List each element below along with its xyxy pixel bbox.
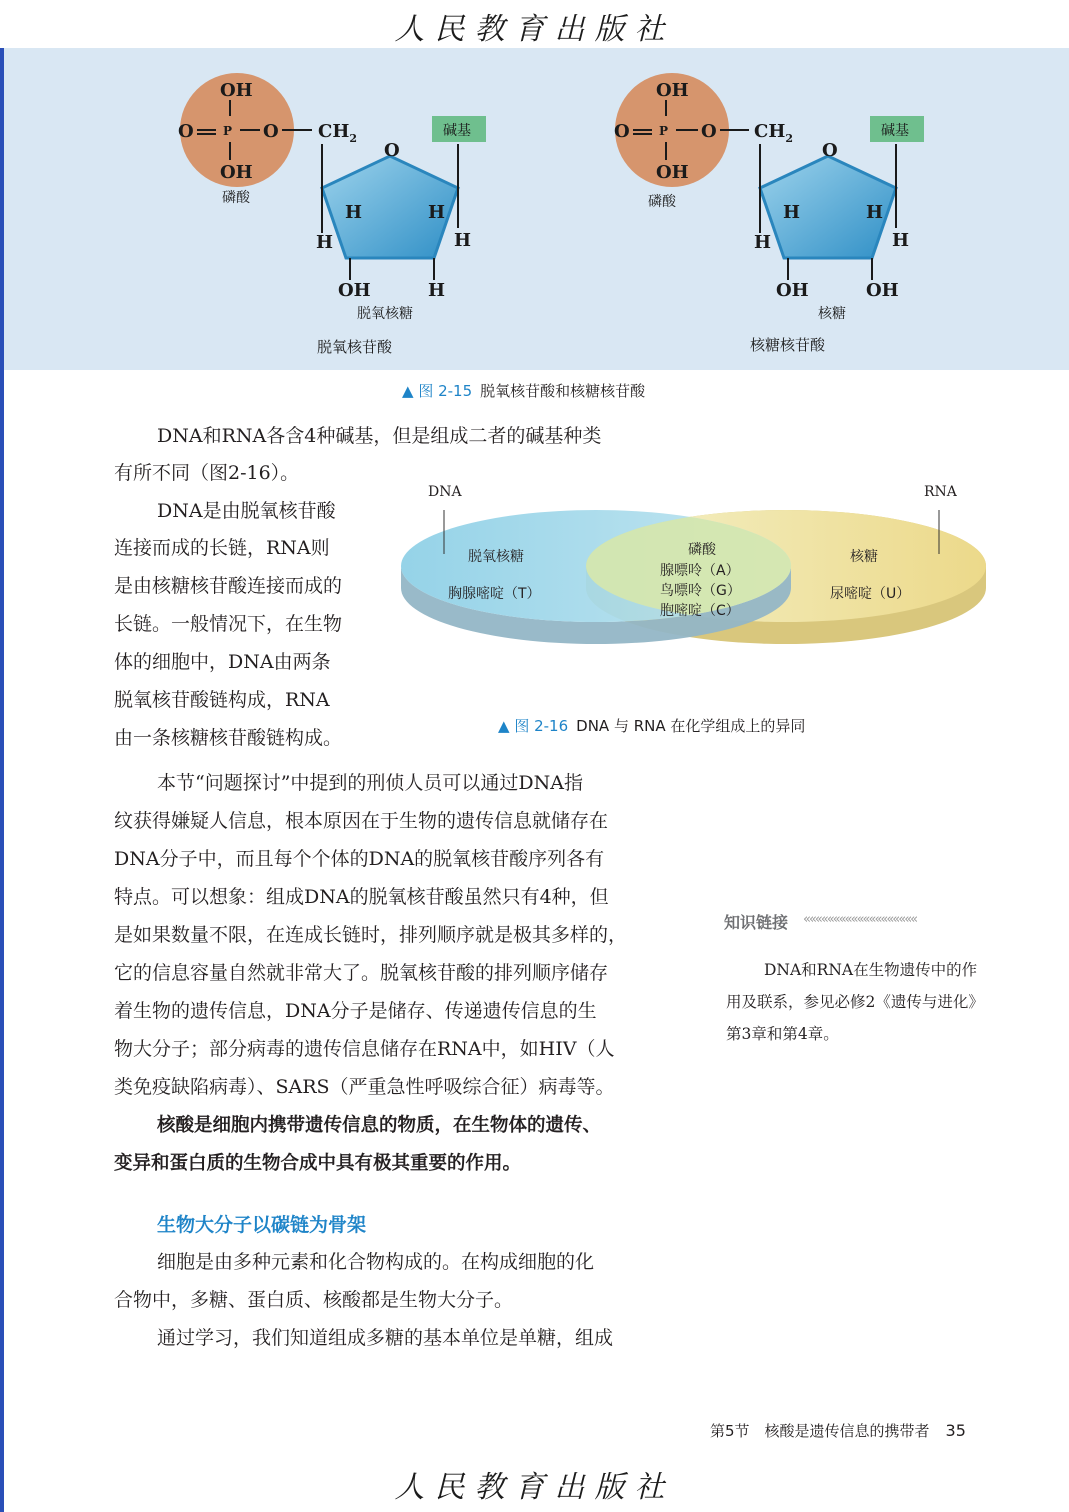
- nucleotide-name-right: 核糖核苷酸: [750, 336, 826, 354]
- paragraph-5-line-1: 细胞是由多种元素和化合物构成的。在构成细胞的化: [157, 1251, 595, 1273]
- phosphate-o-right-left: O: [263, 121, 279, 142]
- caption-number: 图 2-15: [418, 382, 473, 400]
- section-heading: 生物大分子以碳链为骨架: [157, 1214, 367, 1236]
- paragraph-2-line-4: 长链。一般情况下，在生物: [114, 613, 343, 635]
- paragraph-2-line-3: 是由核糖核苷酸连接而成的: [114, 575, 343, 597]
- h2-right: H: [866, 202, 884, 223]
- dna-label: DNA: [428, 484, 462, 500]
- figure-2-16-caption: [498, 715, 805, 736]
- paragraph-2-line-2: 连接而成的长链，RNA则: [114, 537, 330, 559]
- paragraph-3-line-7: 着生物的遗传信息，DNA分子是储存、传递遗传信息的生: [114, 1000, 597, 1022]
- paragraph-3-line-6: 它的信息容量自然就非常大了。脱氧核苷酸的排列顺序储存: [114, 962, 609, 984]
- phosphate-p-left: P: [223, 124, 233, 138]
- nucleotide-name-left: 脱氧核苷酸: [317, 338, 393, 356]
- sidebar-text: [726, 954, 988, 1050]
- paragraph-3-line-3: DNA分子中，而且每个个体的DNA的脱氧核苷酸序列各有: [114, 848, 605, 870]
- deoxynucleotide-structure: [178, 73, 486, 356]
- sidebar-title: 知识链接: [724, 913, 789, 932]
- rna-only-item: 核糖: [850, 549, 878, 565]
- ring-o-left: O: [384, 140, 400, 161]
- oh2-right: OH: [866, 280, 899, 301]
- chevron-rule-icon: «««««««««««««««««««: [803, 912, 917, 927]
- phosphate-oh-bottom-right: OH: [656, 162, 689, 183]
- oh3-left: OH: [338, 280, 371, 301]
- triangle-icon: ▲: [402, 382, 414, 400]
- paragraph-3-line-4: 特点。可以想象：组成DNA的脱氧核苷酸虽然只有4种，但: [114, 886, 609, 908]
- phosphate-o-left-left: O: [178, 121, 194, 142]
- paragraph-2-line-6: 脱氧核苷酸链构成，RNA: [114, 689, 330, 711]
- footer-section-title: 第5节 核酸是遗传信息的携带者: [710, 1422, 930, 1440]
- h3-left: H: [316, 232, 334, 253]
- paragraph-2-line-5: 体的细胞中，DNA由两条: [114, 651, 331, 673]
- phosphate-oh-top-left: OH: [220, 80, 253, 101]
- page-footer: [710, 1420, 966, 1441]
- figure-2-16-venn: [396, 478, 996, 678]
- publisher-header: 人民教育出版社: [394, 12, 675, 47]
- rna-label: RNA: [924, 484, 957, 500]
- h4-left: H: [454, 230, 472, 251]
- sidebar-text-content: DNA和RNA在生物遗传中的作用及联系，参见必修2《遗传与进化》第3章和第4章。: [726, 961, 984, 1043]
- paragraph-3-line-8: 物大分子；部分病毒的遗传信息储存在RNA中，如HIV（人: [114, 1038, 615, 1060]
- paragraph-6-line-1: 通过学习，我们知道组成多糖的基本单位是单糖，组成: [157, 1327, 614, 1349]
- triangle-icon: ▲: [498, 717, 510, 735]
- common-item: 腺嘌呤（A）: [660, 563, 740, 579]
- paragraph-4-line-1: 核酸是细胞内携带遗传信息的物质，在生物体的遗传、: [157, 1115, 602, 1136]
- h1-right: H: [783, 202, 801, 223]
- h5-left: H: [428, 280, 446, 301]
- oh3-right: OH: [776, 280, 809, 301]
- paragraph-4-line-2: 变异和蛋白质的生物合成中具有极其重要的作用。: [114, 1153, 522, 1174]
- sugar-label-right: 核糖: [818, 306, 846, 322]
- base-label-right: 碱基: [881, 123, 909, 139]
- ribonucleotide-structure: [614, 73, 924, 354]
- paragraph-3-line-1: 本节“问题探讨”中提到的刑侦人员可以通过DNA指: [157, 772, 584, 794]
- phosphate-o-left-right: O: [614, 121, 630, 142]
- paragraph-1-line-1: DNA和RNA各含4种碱基，但是组成二者的碱基种类: [157, 425, 602, 447]
- paragraph-3-line-2: 纹获得嫌疑人信息，根本原因在于生物的遗传信息就储存在: [114, 810, 609, 832]
- paragraph-1-line-2: 有所不同（图2-16）。: [114, 462, 300, 484]
- paragraph-2-line-7: 由一条核糖核苷酸链构成。: [114, 727, 343, 749]
- phosphate-oh-top-right: OH: [656, 80, 689, 101]
- ch2-right: $CH_2$: [754, 121, 793, 145]
- h2-left: H: [428, 202, 446, 223]
- common-item: 鸟嘌呤（G）: [660, 583, 741, 599]
- phosphate-label-left: 磷酸: [222, 190, 250, 206]
- caption-text: DNA 与 RNA 在化学组成上的异同: [576, 717, 806, 735]
- phosphate-oh-bottom-left: OH: [220, 162, 253, 183]
- base-label-left: 碱基: [443, 123, 471, 139]
- phosphate-label-right: 磷酸: [648, 194, 676, 210]
- page-number: 35: [945, 1421, 966, 1440]
- paragraph-2-line-1: DNA是由脱氧核苷酸: [157, 500, 336, 522]
- phosphate-p-right: P: [659, 124, 669, 138]
- publisher-footer: 人民教育出版社: [394, 1470, 675, 1505]
- rna-only-item: 尿嘧啶（U）: [830, 586, 911, 602]
- dna-only-item: 脱氧核糖: [468, 549, 524, 565]
- caption-number: 图 2-16: [514, 717, 569, 735]
- paragraph-3-line-9: 类免疫缺陷病毒）、SARS（严重急性呼吸综合征）病毒等。: [114, 1076, 615, 1098]
- caption-text: 脱氧核苷酸和核糖核苷酸: [480, 382, 646, 400]
- h1-left: H: [345, 202, 363, 223]
- h4-right: H: [892, 230, 910, 251]
- ch2-left: $CH_2$: [318, 121, 357, 145]
- paragraph-3-line-5: 是如果数量不限，在连成长链时，排列顺序就是极其多样的，: [114, 924, 628, 946]
- ring-o-right: O: [822, 140, 838, 161]
- common-item: 胞嘧啶（C）: [660, 603, 740, 619]
- common-item: 磷酸: [688, 542, 716, 558]
- sugar-label-left: 脱氧核糖: [357, 306, 413, 322]
- figure-2-15-diagram: [4, 48, 1069, 370]
- phosphate-o-right-right: O: [701, 121, 717, 142]
- h3-right: H: [754, 232, 772, 253]
- paragraph-5-line-2: 合物中，多糖、蛋白质、核酸都是生物大分子。: [114, 1289, 514, 1311]
- figure-2-15-caption: [402, 380, 645, 401]
- dna-only-item: 胸腺嘧啶（T）: [448, 586, 541, 602]
